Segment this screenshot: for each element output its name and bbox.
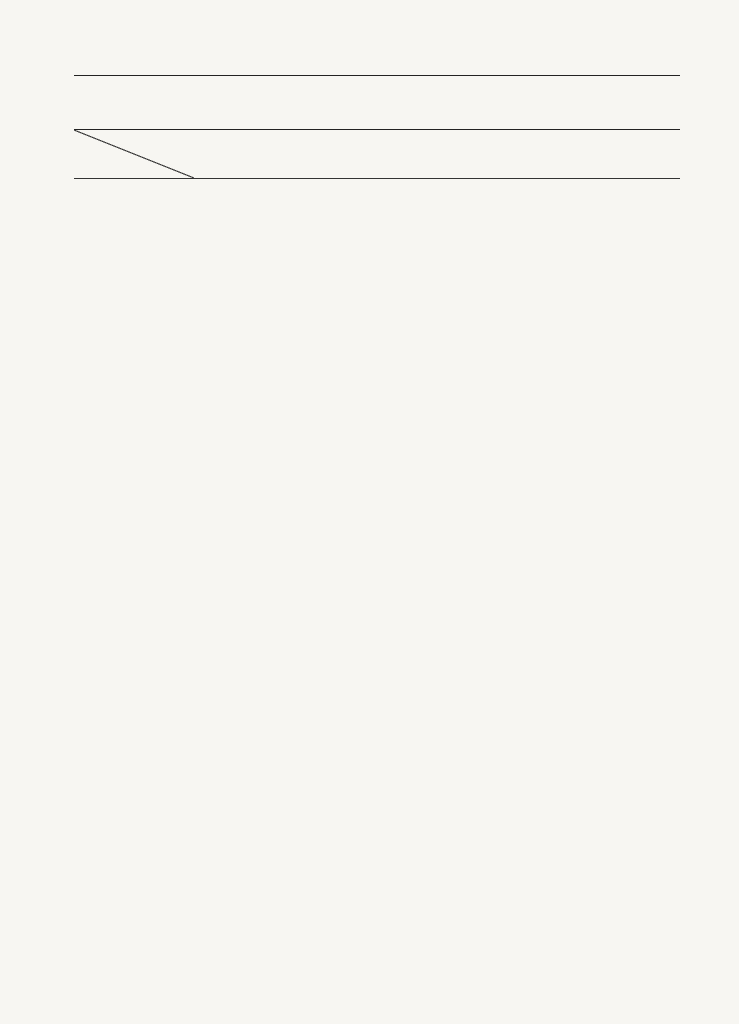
diagonal-header <box>74 130 194 178</box>
table-1 <box>74 129 680 179</box>
section-heading <box>74 85 680 105</box>
table-header-row <box>74 129 680 178</box>
header-rule <box>74 75 680 76</box>
table-corner-cell <box>74 129 680 178</box>
table-caption-row <box>74 107 680 127</box>
document-body <box>74 84 680 181</box>
